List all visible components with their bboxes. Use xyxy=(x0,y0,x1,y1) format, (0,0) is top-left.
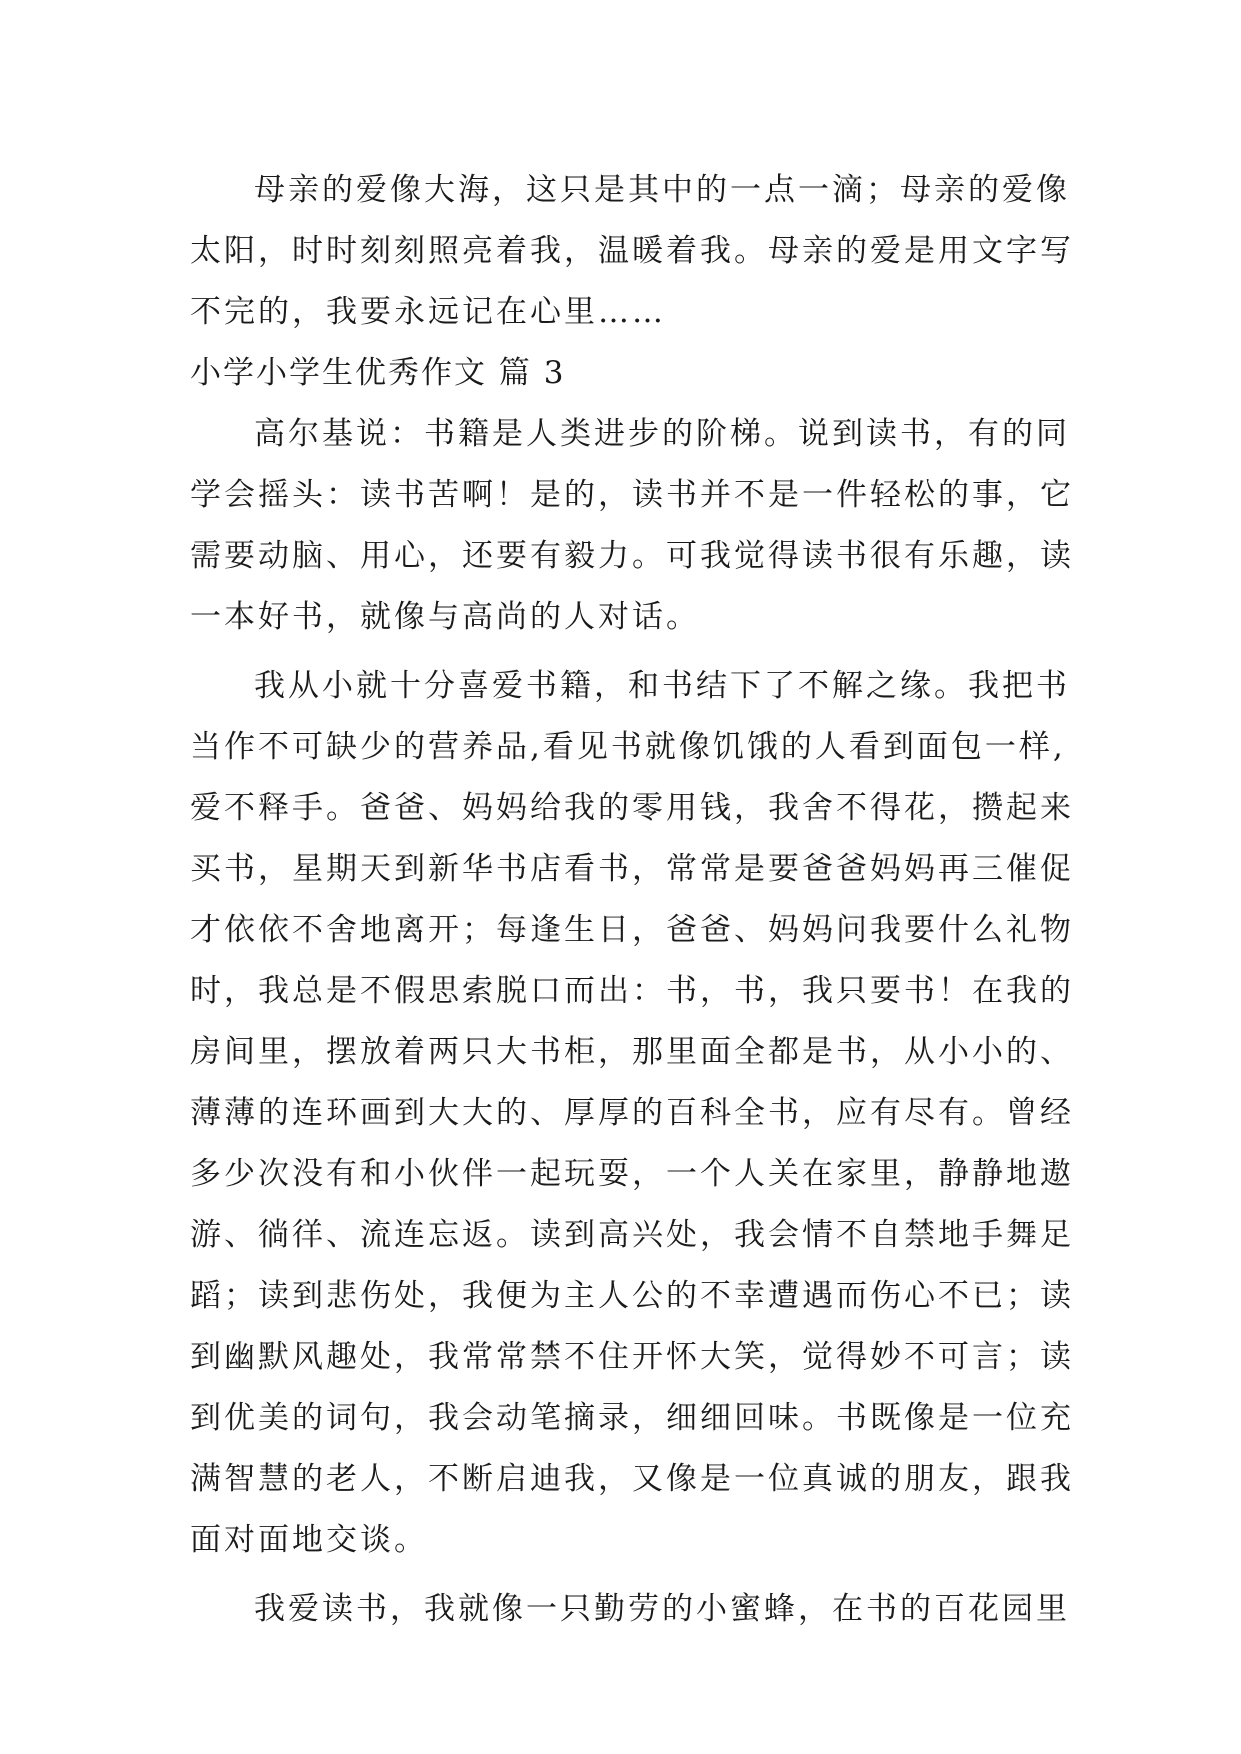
paragraph-3 xyxy=(190,656,1074,1571)
text-line: 不完的，我要永远记在心里…… xyxy=(190,294,666,330)
section-heading: 小学小学生优秀作文 篇 3 xyxy=(190,355,566,391)
text-line: 太阳，时时刻刻照亮着我，温暖着我。母亲的爱是用文字写 xyxy=(190,233,1074,269)
text-line: 到优美的词句，我会动笔摘录，细细回味。书既像是一位充 xyxy=(190,1400,1074,1436)
text-line: 一本好书，就像与高尚的人对话。 xyxy=(190,599,700,635)
paragraph-1 xyxy=(190,160,1074,343)
paragraph-4 xyxy=(190,1579,1070,1640)
document-body xyxy=(190,160,1074,1640)
text-line: 房间里，摆放着两只大书柜，那里面全都是书，从小小的、 xyxy=(190,1034,1074,1070)
text-line: 当作不可缺少的营养品,看见书就像饥饿的人看到面包一样, xyxy=(190,729,1066,765)
text-line: 才依依不舍地离开；每逢生日，爸爸、妈妈问我要什么礼物 xyxy=(190,912,1074,948)
paragraph-gap xyxy=(190,648,1050,656)
text-line: 我从小就十分喜爱书籍，和书结下了不解之缘。我把书 xyxy=(254,668,1070,704)
text-line: 母亲的爱像大海，这只是其中的一点一滴；母亲的爱像 xyxy=(254,172,1070,208)
text-line: 游、徜徉、流连忘返。读到高兴处，我会情不自禁地手舞足 xyxy=(190,1217,1074,1253)
text-line: 满智慧的老人，不断启迪我，又像是一位真诚的朋友，跟我 xyxy=(190,1461,1074,1497)
text-line: 需要动脑、用心，还要有毅力。可我觉得读书很有乐趣，读 xyxy=(190,538,1074,574)
text-line: 时，我总是不假思索脱口而出：书，书，我只要书！在我的 xyxy=(190,973,1074,1009)
paragraph-gap xyxy=(190,1571,1050,1579)
text-line: 多少次没有和小伙伴一起玩耍，一个人关在家里，静静地遨 xyxy=(190,1156,1074,1192)
text-line: 到幽默风趣处，我常常禁不住开怀大笑，觉得妙不可言；读 xyxy=(190,1339,1074,1375)
text-line: 蹈；读到悲伤处，我便为主人公的不幸遭遇而伤心不已；读 xyxy=(190,1278,1074,1314)
text-line: 面对面地交谈。 xyxy=(190,1522,428,1558)
paragraph-2 xyxy=(190,404,1074,648)
text-line: 薄薄的连环画到大大的、厚厚的百科全书，应有尽有。曾经 xyxy=(190,1095,1074,1131)
text-line: 买书，星期天到新华书店看书，常常是要爸爸妈妈再三催促 xyxy=(190,851,1074,887)
text-line: 爱不释手。爸爸、妈妈给我的零用钱，我舍不得花，攒起来 xyxy=(190,790,1074,826)
text-line: 我爱读书，我就像一只勤劳的小蜜蜂，在书的百花园里 xyxy=(254,1591,1070,1627)
text-line: 高尔基说：书籍是人类进步的阶梯。说到读书，有的同 xyxy=(254,416,1070,452)
text-line: 学会摇头：读书苦啊！是的，读书并不是一件轻松的事，它 xyxy=(190,477,1074,513)
